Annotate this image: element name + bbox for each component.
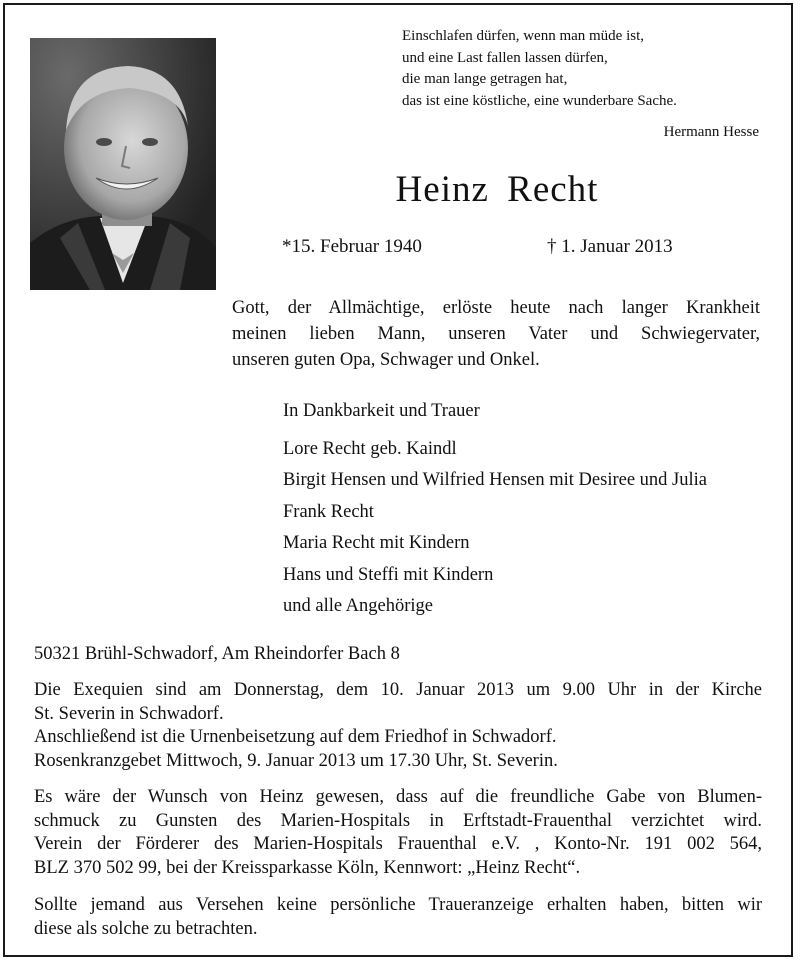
mourner-name: Hans und Steffi mit Kindern	[283, 564, 494, 585]
quote-line: und eine Last fallen lassen dürfen,	[402, 49, 608, 66]
quote-line: die man lange getragen hat,	[402, 71, 568, 87]
mourner-name: Frank Recht	[283, 501, 374, 522]
closing-note	[34, 894, 762, 941]
donation-line: Verein der Förderer des Marien-Hospitals Frauenthal e.V. , Konto-Nr. 191 002 564,	[34, 834, 762, 854]
announcement-line: unseren guten Opa, Schwager und Onkel.	[232, 350, 540, 370]
announcement-line: meinen lieben Mann, unseren Vater und Schwiegervater,	[232, 324, 760, 344]
announcement-text	[232, 295, 760, 373]
donation-request	[34, 786, 762, 880]
deceased-name: Heinz Recht	[395, 169, 599, 210]
service-line: Die Exequien sind am Donnerstag, dem 10. Januar 2013 um 9.00 Uhr in der Kirche	[34, 680, 762, 700]
quote-line: das ist eine köstliche, eine wunderbare Sache.	[402, 92, 677, 109]
mourner-name: Lore Recht geb. Kaindl	[283, 438, 457, 459]
death-date: † 1. Januar 2013	[547, 236, 673, 257]
service-line: Anschließend ist die Urnenbeisetzung auf dem Friedhof in Schwadorf.	[34, 727, 557, 747]
mourner-name: und alle Angehörige	[283, 596, 434, 616]
service-line: St. Severin in Schwadorf.	[34, 703, 224, 724]
closing-line: diese als solche zu betrachten.	[34, 918, 258, 939]
service-details	[34, 679, 762, 773]
donation-line: schmuck zu Gunsten des Marien-Hospitals in Erftstadt-Frauenthal verzichtet wird.	[34, 810, 762, 831]
service-line: Rosenkranzgebet Mittwoch, 9. Januar 2013 um 17.30 Uhr, St. Severin.	[34, 750, 558, 771]
quote-line: Einschlafen dürfen, wenn man müde ist,	[402, 28, 645, 44]
donation-line: BLZ 370 502 99, bei der Kreissparkasse Köln, Kennwort: „Heinz Recht“.	[34, 857, 581, 878]
mourners-list	[283, 396, 707, 623]
epigraph-quote	[402, 26, 762, 112]
mourner-name: Maria Recht mit Kindern	[283, 533, 470, 553]
mourners-heading: In Dankbarkeit und Trauer	[283, 401, 480, 421]
announcement-line: Gott, der Allmächtige, erlöste heute nach langer Krankheit	[232, 298, 760, 318]
birth-date: *15. Februar 1940	[282, 236, 422, 257]
family-address: 50321 Brühl-Schwadorf, Am Rheindorfer Bach 8	[34, 644, 400, 664]
donation-line: Es wäre der Wunsch von Heinz gewesen, dass auf die freundliche Gabe von Blumen-	[34, 787, 762, 807]
portrait-photo	[30, 38, 216, 290]
mourner-name: Birgit Hensen und Wilfried Hensen mit Desiree und Julia	[283, 470, 707, 490]
quote-author: Hermann Hesse	[663, 124, 759, 140]
closing-line: Sollte jemand aus Versehen keine persönliche Traueranzeige erhalten haben, bitten wir	[34, 895, 762, 915]
